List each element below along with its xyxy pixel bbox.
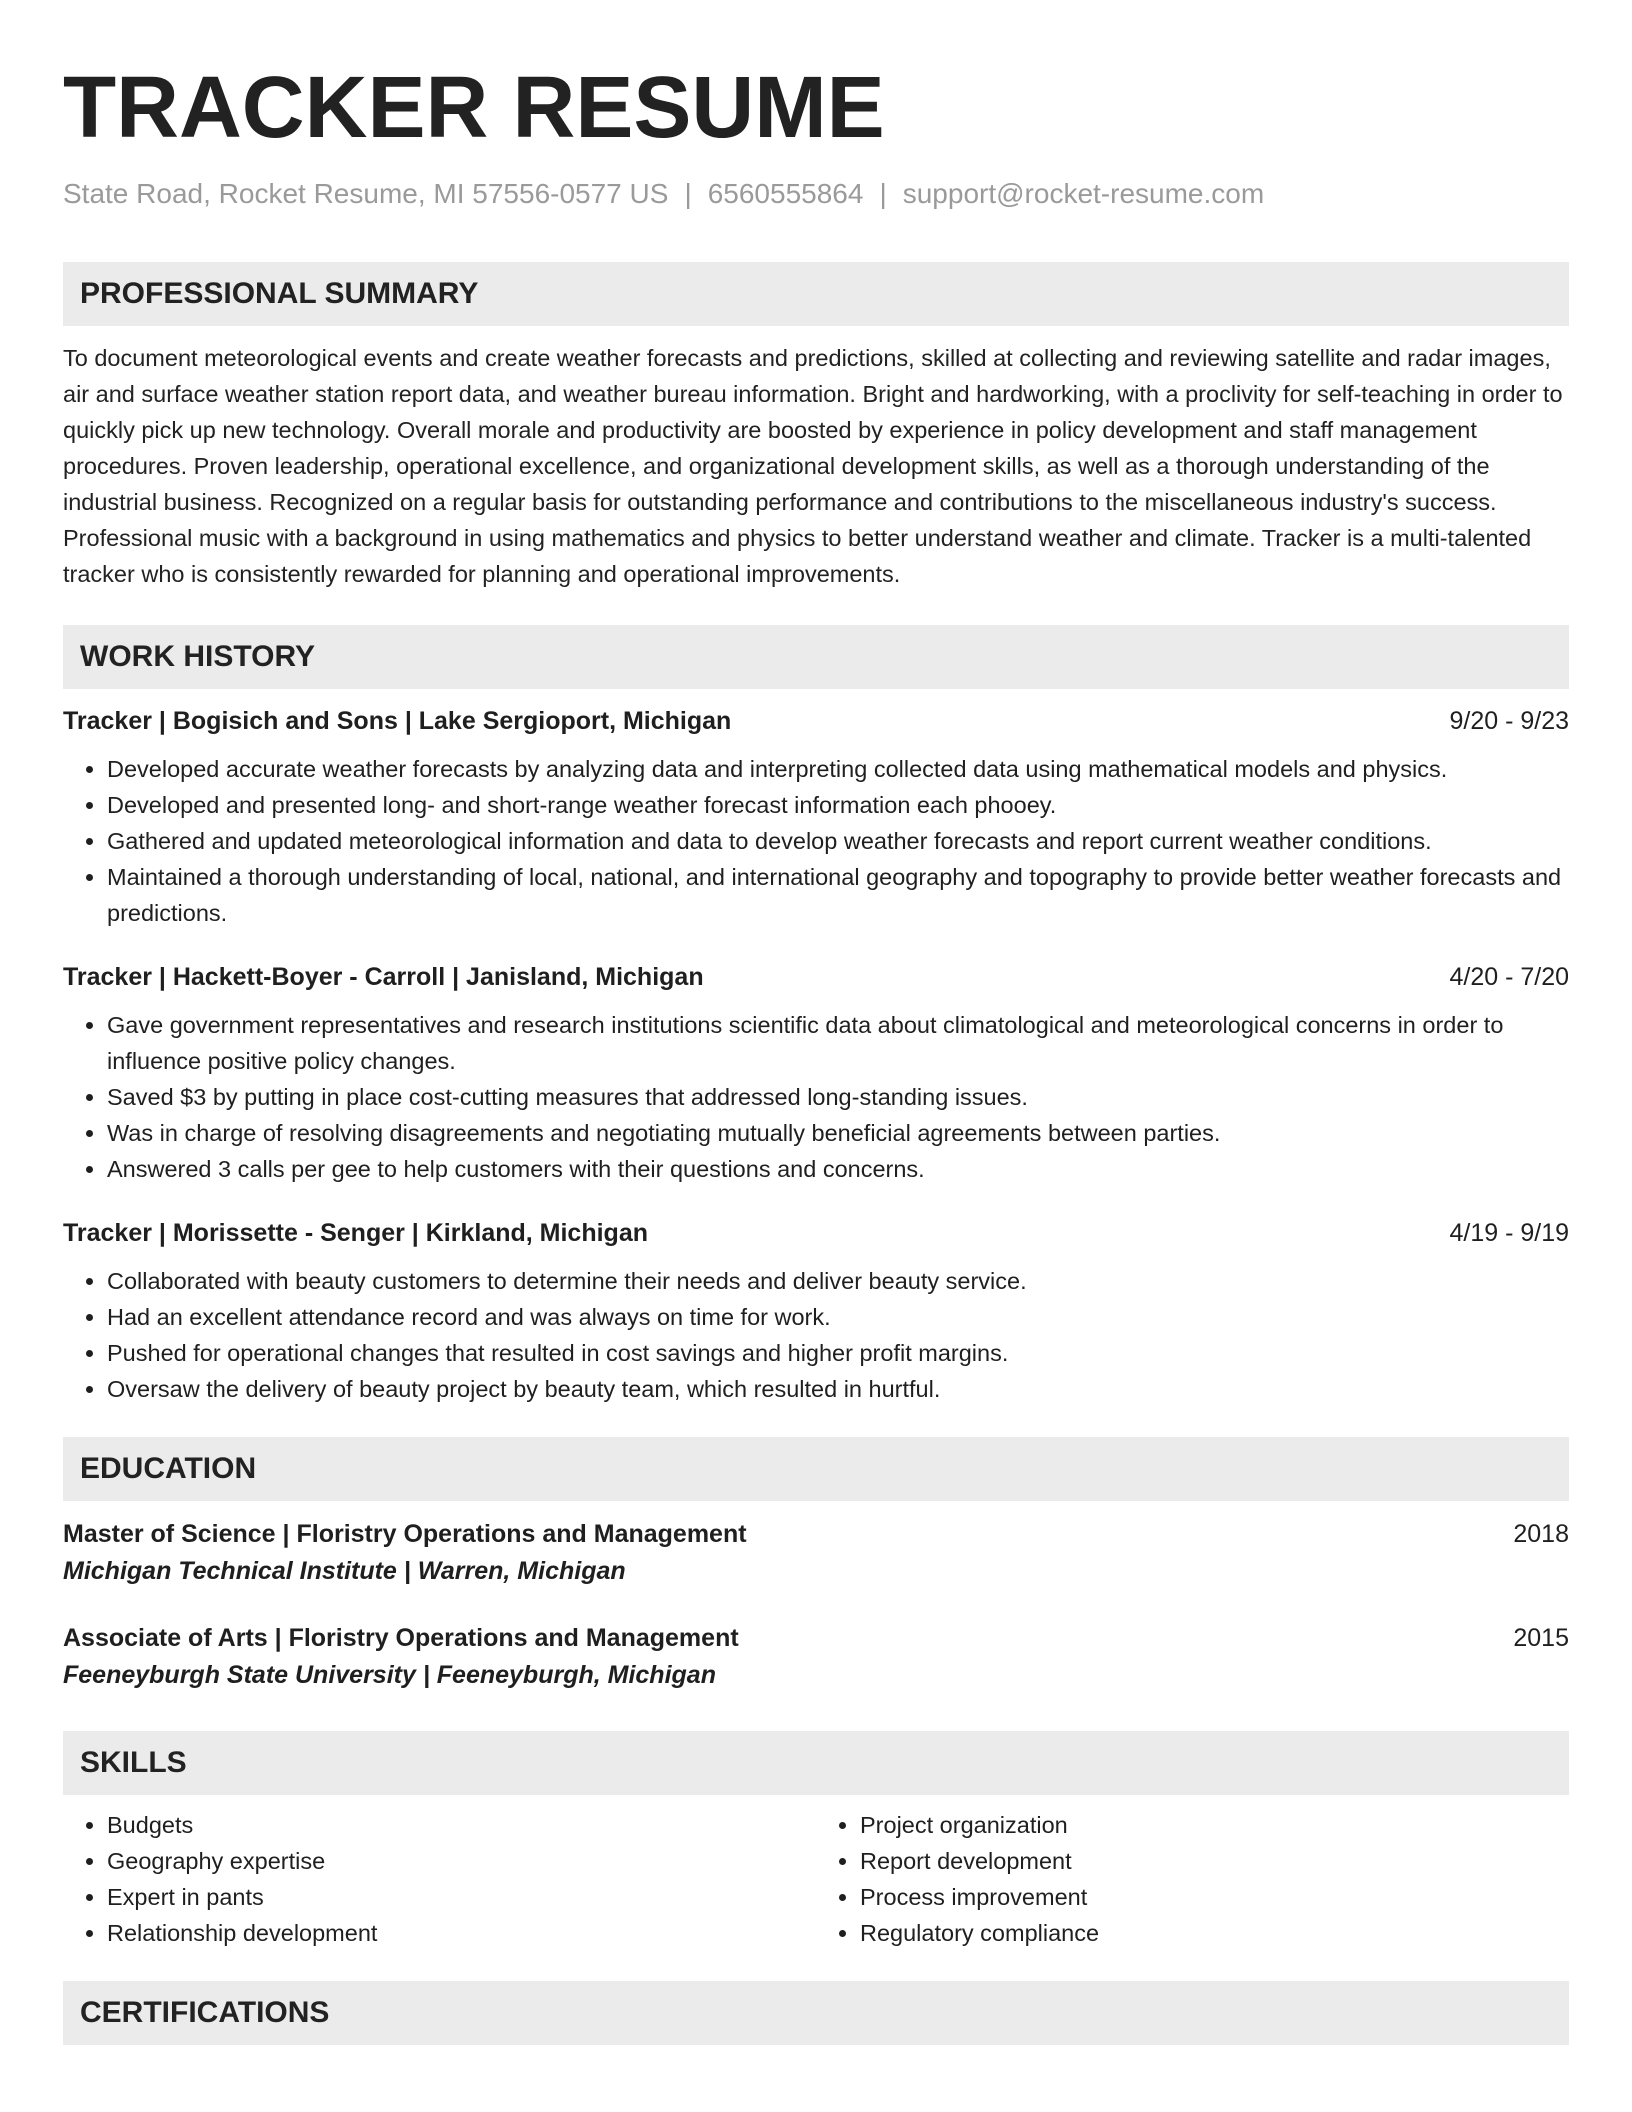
education-school: Michigan Technical Institute | Warren, Michigan [63, 1556, 626, 1585]
list-item: • Gave government representatives and research institutions scientific data about climatological and meteorological concerns in order to influence positive policy changes. [107, 1007, 1569, 1079]
job-header [63, 961, 1569, 993]
list-item: • Saved $3 by putting in place cost-cutting measures that addressed long-standing issues. [107, 1079, 1569, 1115]
education-degree: Master of Science | Floristry Operations and Management [63, 1519, 747, 1548]
section-heading-certifications: CERTIFICATIONS [63, 1981, 1569, 2045]
list-item: • Process improvement [860, 1879, 1569, 1915]
list-item: • Regulatory compliance [860, 1915, 1569, 1951]
education-year: 2015 [1513, 1623, 1569, 1652]
education-school: Feeneyburgh State University | Feeneyburgh, Michigan [63, 1660, 716, 1689]
job-header [63, 705, 1569, 737]
skills-column-right [816, 1807, 1569, 1951]
job-dates: 9/20 - 9/23 [1449, 706, 1569, 735]
list-item: • Developed and presented long- and short-range weather forecast information each phooey. [107, 787, 1569, 823]
list-item: • Had an excellent attendance record and was always on time for work. [107, 1299, 1569, 1335]
job-dates: 4/19 - 9/19 [1449, 1218, 1569, 1247]
job-entry [63, 705, 1569, 931]
section-heading-summary: PROFESSIONAL SUMMARY [63, 262, 1569, 326]
contact-separator: | [879, 178, 887, 209]
candidate-name: TRACKER RESUME [63, 59, 885, 156]
job-title: Tracker | Morissette - Senger | Kirkland, Michigan [63, 1218, 648, 1247]
summary-text: To document meteorological events and create weather forecasts and predictions, skilled at collecting and reviewing satellite and radar images, air and surface weather station report data, and weather bureau information. Bright and hardworking, with a proclivity for self-teaching in order to quickly pick up new technology. Overall morale and productivity are boosted by experience in policy development and staff management procedures. Proven leadership, operational excellence, and organizational development skills, as well as a thorough understanding of the industrial business. Recognized on a regular basis for outstanding performance and contributions to the miscellaneous industry's success. Professional music with a background in using mathematics and physics to better understand weather and climate. Tracker is a multi-talented tracker who is consistently rewarded for planning and operational improvements. [63, 344, 1563, 587]
list-item: • Relationship development [107, 1915, 816, 1951]
list-item: • Maintained a thorough understanding of local, national, and international geography and topography to provide better weather forecasts and predictions. [107, 859, 1569, 931]
skills-list [63, 1807, 1569, 1951]
list-item: • Collaborated with beauty customers to determine their needs and deliver beauty service. [107, 1263, 1569, 1299]
job-bullets [63, 1263, 1569, 1407]
education-degree: Associate of Arts | Floristry Operations and Management [63, 1623, 739, 1652]
contact-separator: | [684, 178, 692, 209]
job-title: Tracker | Hackett-Boyer - Carroll | Janisland, Michigan [63, 962, 704, 991]
skills-column-left [63, 1807, 816, 1951]
job-entry [63, 961, 1569, 1187]
contact-phone: 6560555864 [707, 178, 864, 209]
job-bullets [63, 751, 1569, 931]
job-header [63, 1217, 1569, 1249]
list-item: • Geography expertise [107, 1843, 816, 1879]
contact-email: support@rocket-resume.com [902, 178, 1265, 209]
list-item: • Developed accurate weather forecasts by analyzing data and interpreting collected data using mathematical models and physics. [107, 751, 1569, 787]
education-entry [63, 1517, 1569, 1591]
list-item: • Gathered and updated meteorological information and data to develop weather forecasts and report current weather conditions. [107, 823, 1569, 859]
education-year: 2018 [1513, 1519, 1569, 1548]
list-item: • Report development [860, 1843, 1569, 1879]
education-header [63, 1621, 1569, 1655]
section-heading-work: WORK HISTORY [63, 625, 1569, 689]
contact-line [63, 177, 1569, 211]
job-title: Tracker | Bogisich and Sons | Lake Sergioport, Michigan [63, 706, 732, 735]
education-entry [63, 1621, 1569, 1695]
job-dates: 4/20 - 7/20 [1449, 962, 1569, 991]
list-item: • Project organization [860, 1807, 1569, 1843]
job-entry [63, 1217, 1569, 1407]
list-item: • Pushed for operational changes that resulted in cost savings and higher profit margins. [107, 1335, 1569, 1371]
education-header [63, 1517, 1569, 1551]
job-bullets [63, 1007, 1569, 1187]
list-item: • Budgets [107, 1807, 816, 1843]
section-heading-skills: SKILLS [63, 1731, 1569, 1795]
contact-address: State Road, Rocket Resume, MI 57556-0577 US [63, 178, 669, 209]
list-item: • Expert in pants [107, 1879, 816, 1915]
list-item: • Oversaw the delivery of beauty project by beauty team, which resulted in hurtful. [107, 1371, 1569, 1407]
section-heading-education: EDUCATION [63, 1437, 1569, 1501]
list-item: • Was in charge of resolving disagreements and negotiating mutually beneficial agreements between parties. [107, 1115, 1569, 1151]
list-item: • Answered 3 calls per gee to help customers with their questions and concerns. [107, 1151, 1569, 1187]
